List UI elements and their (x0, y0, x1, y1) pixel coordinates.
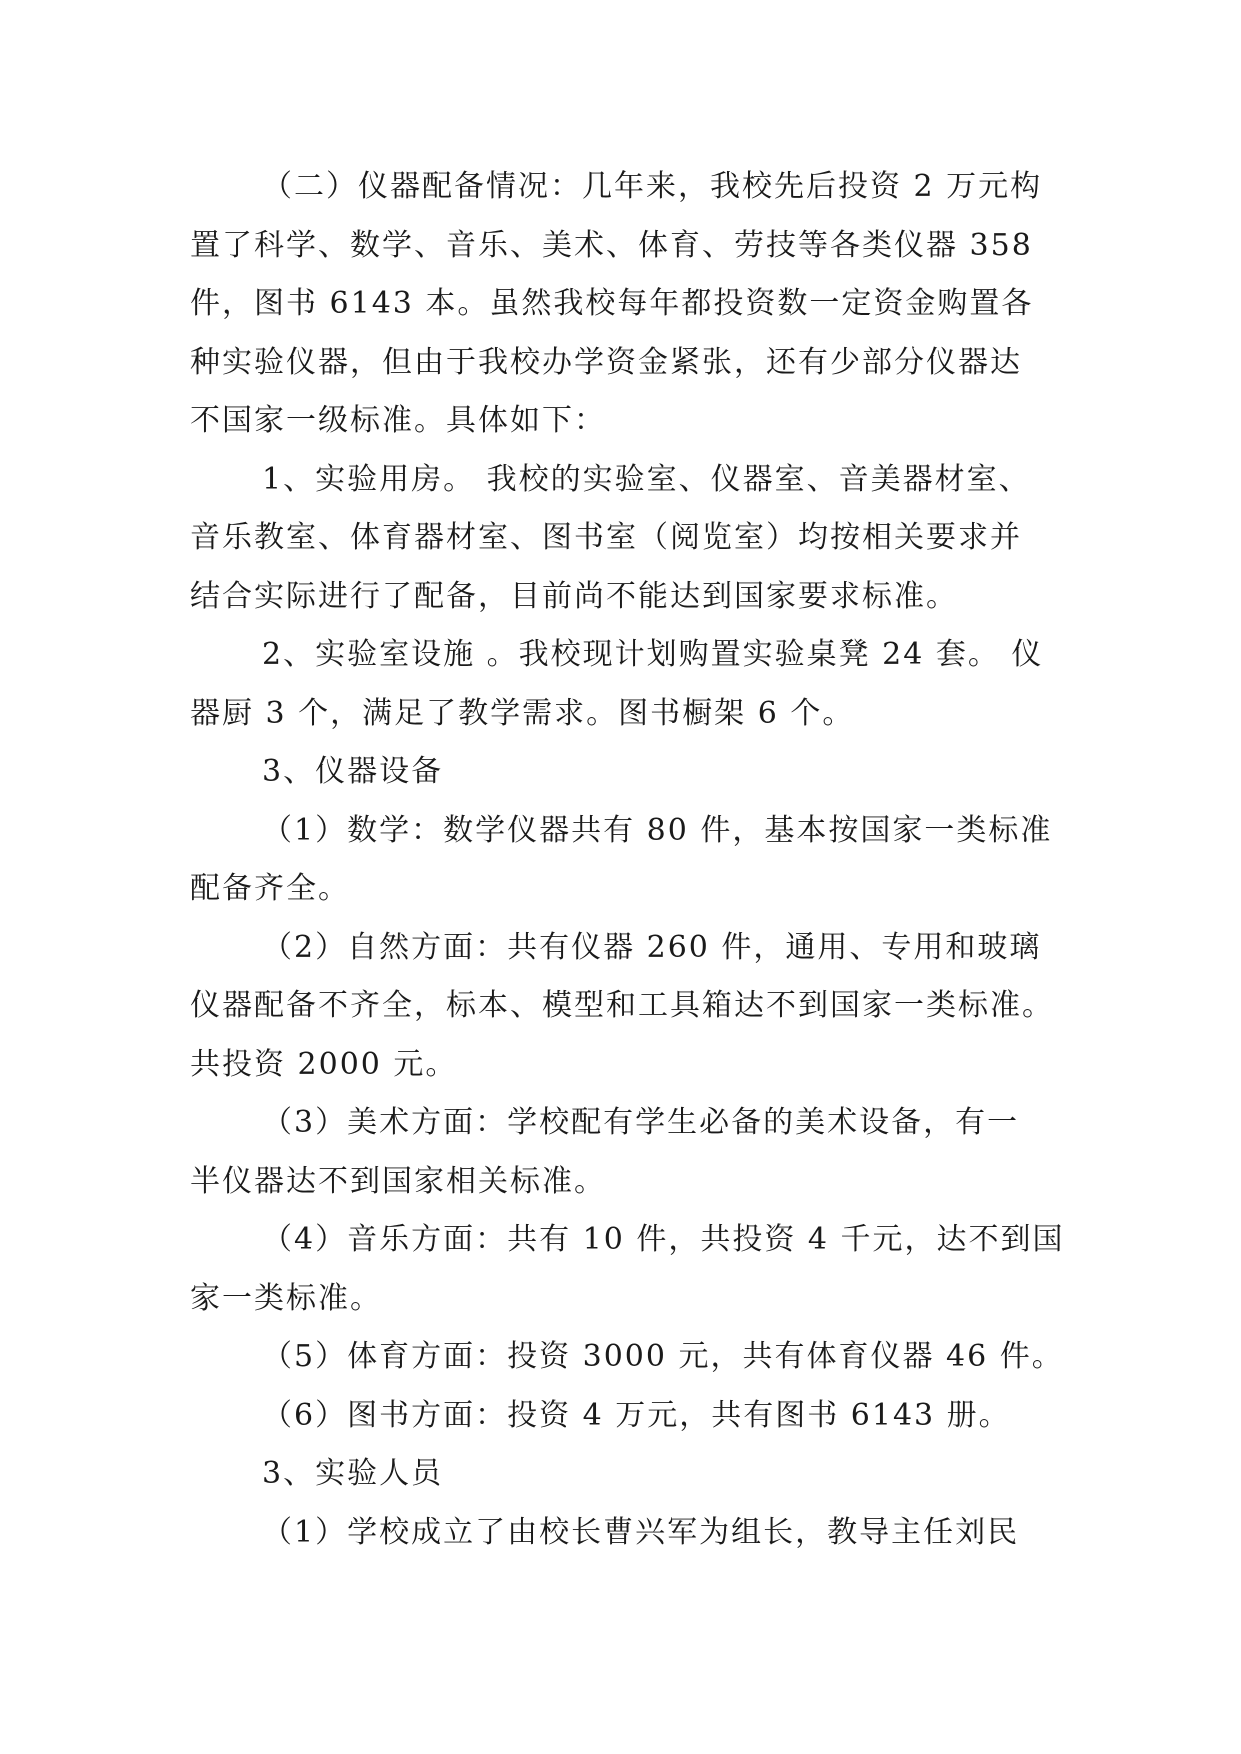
paragraph-line: 家一类标准。 (190, 1280, 382, 1316)
paragraph-line: 1、实验用房。 我校的实验室、仪器室、音美器材室、 (262, 461, 1031, 497)
paragraph-line: 配备齐全。 (190, 871, 350, 906)
paragraph-line: 种实验仪器，但由于我校办学资金紧张，还有少部分仪器达 (190, 344, 1022, 380)
paragraph-line: 结合实际进行了配备，目前尚不能达到国家要求标准。 (190, 578, 958, 614)
paragraph-line: 共投资 2000 元。 (190, 1046, 458, 1082)
paragraph-line: 置了科学、数学、音乐、美术、体育、劳技等各类仪器 358 (190, 227, 1033, 263)
paragraph-line: （2）自然方面：共有仪器 260 件，通用、专用和玻璃 (262, 929, 1042, 965)
paragraph-line: 不国家一级标准。具体如下： (190, 403, 606, 438)
paragraph-line: （1）学校成立了由校长曹兴军为组长，教导主任刘民 (262, 1514, 1020, 1550)
paragraph-line: 音乐教室、体育器材室、图书室（阅览室）均按相关要求并 (190, 520, 1022, 555)
paragraph-line: （4）音乐方面：共有 10 件，共投资 4 千元，达不到国 (262, 1222, 1065, 1257)
paragraph-line: 件，图书 6143 本。虽然我校每年都投资数一定资金购置各 (190, 286, 1034, 321)
paragraph-line: （5）体育方面：投资 3000 元，共有体育仪器 46 件。 (262, 1339, 1064, 1374)
paragraph-line: 2、实验室设施 。我校现计划购置实验桌凳 24 套。 仪 (262, 637, 1044, 672)
paragraph-line: 3、仪器设备 (262, 754, 444, 789)
paragraph-line: 器厨 3 个，满足了教学需求。图书橱架 6 个。 (190, 695, 855, 731)
paragraph-line: （1）数学：数学仪器共有 80 件，基本按国家一类标准 (262, 812, 1053, 848)
paragraph-line: （6）图书方面：投资 4 万元，共有图书 6143 册。 (262, 1397, 1011, 1433)
paragraph-line: （3）美术方面：学校配有学生必备的美术设备，有一 (262, 1105, 1020, 1140)
document-body (190, 158, 1065, 1562)
paragraph-line: 3、实验人员 (262, 1456, 444, 1491)
paragraph-line: 仪器配备不齐全，标本、模型和工具箱达不到国家一类标准。 (190, 988, 1054, 1023)
paragraph-line: 半仪器达不到国家相关标准。 (190, 1163, 606, 1199)
paragraph-line: （二）仪器配备情况：几年来，我校先后投资 2 万元构 (262, 169, 1043, 204)
